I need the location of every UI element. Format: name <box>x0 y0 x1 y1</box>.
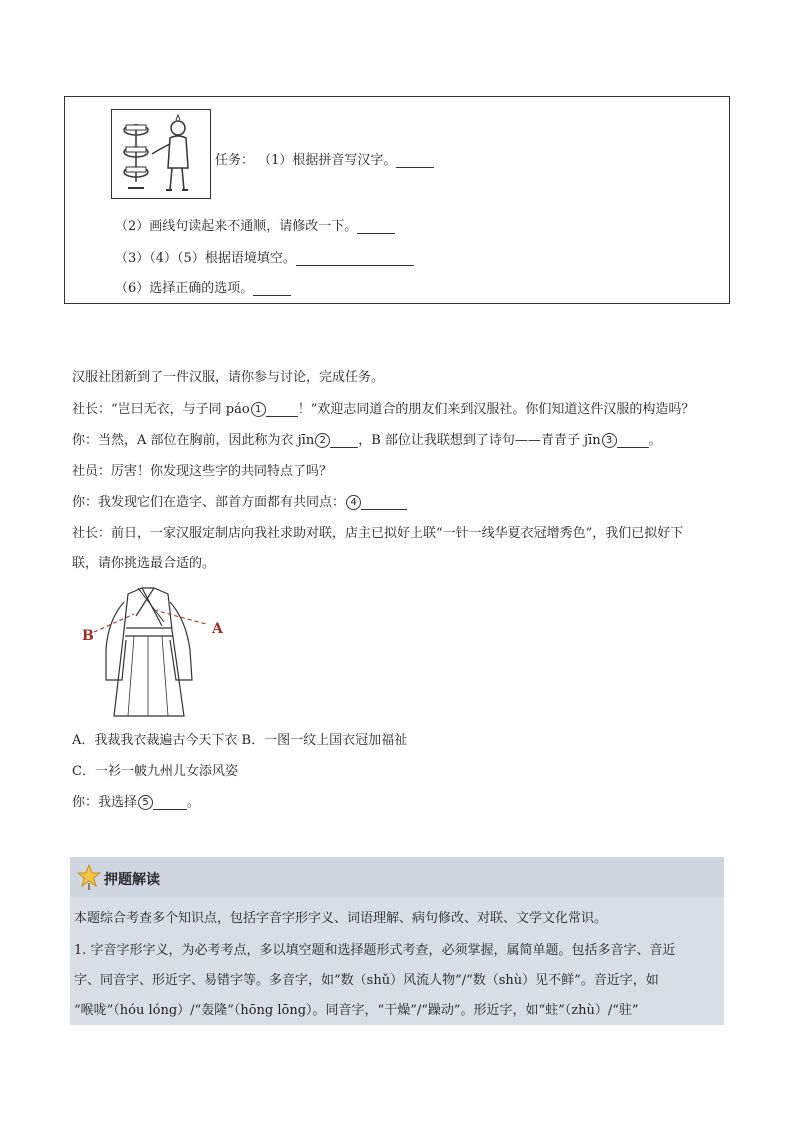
blank-number-2: 2 <box>315 433 330 448</box>
option-a-b: A．我裁我衣裁遍古今天下衣 B．一图一纹上国衣冠加福祉 <box>72 733 408 748</box>
task-line-6 <box>115 277 291 296</box>
intro-text: 汉服社团新到了一件汉服，请你参与讨论，完成任务。 <box>72 370 385 385</box>
dialogue-line-1: 社长：“岂曰无衣，与子同 páo 1 ！”欢迎志同道合的朋友们来到汉服社。你们知道这件汉服的构造吗？ <box>72 402 695 417</box>
analysis-paragraph-1: 本题综合考查多个知识点，包括字音字形字义、词语理解、病句修改、对联、文学文化常识。 <box>74 911 608 926</box>
blank-5[interactable] <box>153 795 187 810</box>
dialogue-line-3: 社员：厉害！你发现这些字的共同特点了吗？ <box>72 464 333 479</box>
task-box <box>64 96 730 304</box>
dialogue-line-2: 你：当然，A 部位在胸前，因此称为衣 jīn 2 ，B 部位让我联想到了诗句——青青子 jīn 3 。 <box>72 433 662 448</box>
star-icon <box>76 863 102 891</box>
blank-number-4: 4 <box>346 495 361 510</box>
task-line-1 <box>215 149 434 168</box>
dialogue-line-6: 联，请你挑选最合适的。 <box>72 556 216 571</box>
analysis-paragraph-4: “喉咙”（hóu lóng）/“轰隆”（hōng lōng）。同音字，“干燥”/“躁动”。形近字，如“蛀”（zhù）/“驻” <box>74 1003 639 1018</box>
task-2-text: （2）画线句读起来不通顺，请修改一下。 <box>115 219 358 234</box>
hanfu-robe-illustration <box>72 580 242 720</box>
blank-number-3: 3 <box>602 433 617 448</box>
task-line-3 <box>115 247 414 266</box>
analysis-title: 押题解读 <box>104 872 160 888</box>
blank-1[interactable] <box>266 402 298 417</box>
robe-label-a: A <box>212 621 223 637</box>
robe-label-b: B <box>82 628 94 644</box>
analysis-header <box>70 857 724 897</box>
analysis-box <box>70 857 724 1025</box>
task-line-2 <box>115 215 395 234</box>
task-6-text: （6）选择正确的选项。 <box>115 281 254 296</box>
task-6-blank[interactable] <box>253 281 291 296</box>
task-2-blank[interactable] <box>357 219 395 234</box>
dialogue-line-5: 社长：前日，一家汉服定制店向我社求助对联，店主已拟好上联“一针一线华夏衣冠增秀色”，我们已拟好下 <box>72 526 684 541</box>
analysis-paragraph-2: 1. 字音字形字义，为必考考点，多以填空题和选择题形式考查，必须掌握，属简单题。包括多音字、音近 <box>74 943 676 958</box>
blank-3[interactable] <box>617 433 649 448</box>
blank-number-1: 1 <box>251 402 266 417</box>
tailor-illustration-icon <box>111 109 211 199</box>
dialogue-line-4: 你：我发现它们在造字、部首方面都有共同点： 4 <box>72 491 407 510</box>
blank-2[interactable] <box>330 433 358 448</box>
option-c: C．一衫一帔九州儿女添风姿 <box>72 764 238 779</box>
task-1-text: 任务： （1）根据拼音写汉字。 <box>215 153 397 168</box>
task-3-text: （3）（4）（5）根据语境填空。 <box>115 251 296 266</box>
task-3-blank[interactable] <box>296 251 414 266</box>
task-1-blank[interactable] <box>396 153 434 168</box>
blank-4[interactable] <box>361 495 407 510</box>
blank-number-5: 5 <box>138 795 153 810</box>
analysis-paragraph-3: 字、同音字、形近字、易错字等。多音字，如“数（shǔ）风流人物”/“数（shù）见不鲜”。音近字，如 <box>74 973 659 988</box>
choose-line: 你：我选择 5 。 <box>72 795 201 810</box>
